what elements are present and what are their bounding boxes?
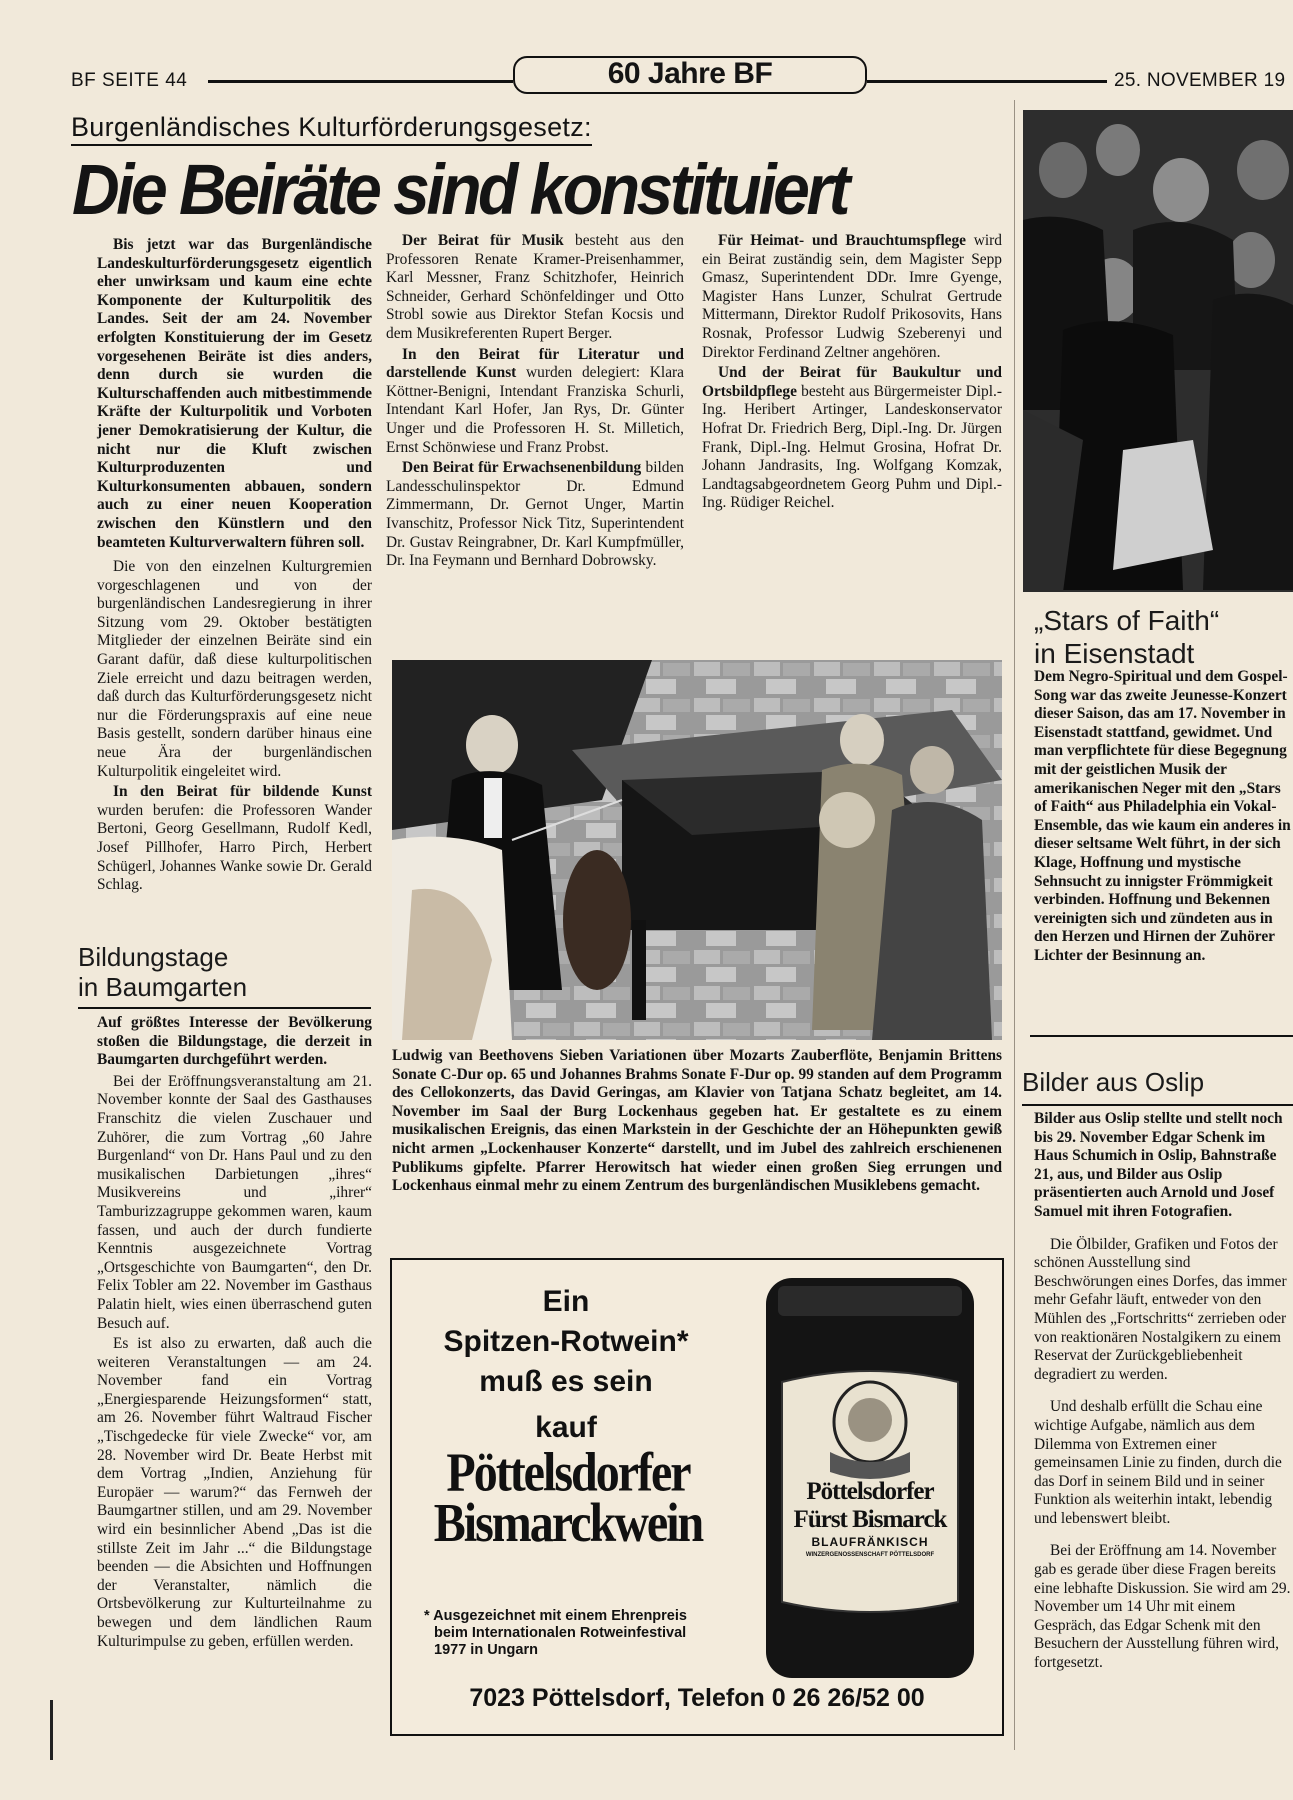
article-paragraph: Die Ölbilder, Grafiken und Fotos der schönen Ausstellung sind Beschwörungen eines Dorfes, das immer mehr Gefahr läuft, entweder von den Mühlen des „Fortschritts“ zerrieben oder von reaktionären Nostalgikern zu einem Reservat der Zurückgebliebenheit degradiert zu werden. [1034, 1235, 1287, 1383]
header-rule-left [208, 80, 513, 83]
column-rule [1030, 1035, 1293, 1037]
oslip-body [1034, 1110, 1293, 1750]
baumgarten-title-line: Bildungstage [78, 942, 229, 972]
ad-headline-line: muß es sein [479, 1365, 653, 1398]
board-members: bilden Landesschulinspektor Dr. Edmund Zimmermann, Dr. Gernot Unger, Martin Ivanschitz, Professor Nick Titz, Superintendent Dr. Gustav Reingrabner, Dr. Karl Kumpfmüller, Dr. Ina Feymann und Bernhard Dobrowsky. [386, 459, 684, 570]
baumgarten-lead: Auf größtes Interesse der Bevölkerung stoßen die Bildungstage, die derzeit in Baumgarten durchgeführt werden. [97, 1014, 372, 1069]
ad-footnote [424, 1608, 687, 1659]
board-label: Für Heimat- und Brauchtumspflege [718, 232, 966, 249]
ad-footnote-line: * Ausgezeichnet mit einem Ehrenpreis [424, 1608, 687, 1624]
stars-title-line: in Eisenstadt [1034, 638, 1195, 669]
ad-brand-line: Bismarckwein [433, 1492, 703, 1554]
stars-of-faith-photo [1023, 110, 1293, 592]
wine-bottle [760, 1272, 980, 1682]
bottle-label-line: Pöttelsdorfer [806, 1478, 934, 1505]
stars-title-line: „Stars of Faith“ [1034, 605, 1220, 636]
header-center-title: 60 Jahre BF [607, 57, 773, 90]
concert-photo [392, 660, 1002, 1040]
concert-photo-image [392, 660, 1002, 1040]
bottle-label-line: WINZERGENOSSENSCHAFT PÖTTELSDORF [805, 1552, 935, 1558]
article-paragraph [702, 364, 1002, 513]
ad-text-block [396, 1282, 736, 1454]
stars-paragraph: Dem Negro-Spiritual und dem Gospel-Song war das zweite Jeunesse-Konzert dieser Saison, das am 17. November in Eisenstadt stattfand, gewidmet. Und man verpflichtete für diese Begegnung mit der geistlichen Musik der amerikanischen Neger mit den „Stars of Faith“ aus Philadelphia ein Vokal-Ensemble, das wie kaum ein anderes in dieser seltsame Welt führt, in der sich Klage, Hoffnung und mystische Sehnsucht zu innigster Frömmigkeit verbinden. Hoffnung und Bekennen vereinigten sich und zündeten aus in den Herzen und Hirnen der Zuhörer Lichter der Besinnung an. [1034, 668, 1291, 964]
ad-headline-line: Ein [542, 1285, 590, 1318]
section-rule [1022, 1104, 1293, 1106]
article-column-2 [386, 232, 684, 573]
board-label: Den Beirat für Erwachsenenbildung [402, 459, 642, 477]
bottle-label-line: Fürst Bismarck [793, 1506, 947, 1533]
article-lead: Bis jetzt war das Burgenländische Landeskulturförderungsgesetz eigentlich eher unwirksam und kaum eine echte Komponente der Kulturpolitik des Landes. Seit der am 24. November erfolgten Konstituierung der im Gesetz vorgesehenen Beiräte ist dies anders, denn durch sie wurden die Kulturschaffenden auch mitbestimmende Kräfte der Kulturpolitik und Vorboten jener Demokratisierung der Kultur, die nicht nur die Kluft zwischen Kulturproduzenten und Kulturkonsumenten abbauen, sondern auch zu einer neuen Kooperation zwischen den Künstlern und den beamteten Kulturverwaltern führen soll. [97, 236, 372, 551]
board-members: wurden delegiert: Klara Köttner-Benigni, Intendant Franziska Schurli, Intendant Karl Hofer, Jan Rys, Dr. Günter Unger und die Professoren H. St. Milletich, Ernst Schönwiese und Franz Probst. [386, 364, 684, 456]
ad-brand [400, 1441, 736, 1554]
stars-body [1034, 668, 1293, 1028]
board-label: In den Beirat für bildende Kunst [113, 783, 372, 801]
article-column-3 [702, 232, 1002, 515]
ad-headline-line: Spitzen-Rotwein* [443, 1325, 689, 1358]
header-rule-right [867, 80, 1107, 83]
baumgarten-title-line: in Baumgarten [78, 972, 248, 1002]
page-number: BF SEITE 44 [71, 70, 188, 91]
board-label: In den Beirat für Literatur und darstellende Kunst [386, 345, 684, 382]
ad-headline-line: kauf [535, 1411, 597, 1444]
ad-brand-line: Pöttelsdorfer [446, 1441, 690, 1503]
article-paragraph [702, 232, 1002, 362]
article-column-1 [97, 236, 372, 897]
ad-address: 7023 Pöttelsdorf, Telefon 0 26 26/52 00 [469, 1684, 925, 1712]
board-members: besteht aus Bürgermeister Dipl.-Ing. Heribert Artinger, Landeskonservator Hofrat Dr. Friedrich Berg, Dipl.-Ing. Dr. Jürgen Frank, Dipl.-Ing. Helmut Grosina, Hofrat Dr. Johann Jandrasits, Ing. Wolfgang Komzak, Landtagsabgeordnetem Georg Puhm und Dipl.-Ing. Rüdiger Reichel. [702, 382, 1002, 512]
article-paragraph: Es ist also zu erwarten, daß auch die weiteren Veranstaltungen — am 24. November fand ein Vortrag „Energiesparende Heizungsformen“ statt, am 26. November führt Waltraud Fischer „Tischgedecke für viele Zwecke“ vor, am 28. November wird Dr. Beate Herbst mit dem Vortrag „Indien, Anziehung für Europäer — warum?“ das Fernweh der Baumgartner stillen, und am 29. November wird ein besinnlicher Abend „Das ist die stillste Zeit im Jahr ...“ die Bildungstage beenden — die Absichten und Hoffnungen der Veranstalter, nämlich die Ortsbevölkerung zur Kulturteilnahme zu bewegen und dem ländlichen Raum Kulturimpulse zu geben, erfüllen werden. [97, 1335, 372, 1650]
article-paragraph: Und deshalb erfüllt die Schau eine wichtige Aufgabe, nämlich aus dem Dilemma von Extremen einer gemeinsamen Linie zu finden, durch die das Dorf in seinem Bild und in seiner Funktion als weiterhin intakt, lebendig und lebenswert bleibt. [1034, 1398, 1282, 1527]
article-headline: Die Beiräte sind konstituiert [72, 149, 848, 229]
board-label: Und der Beirat für Baukultur und Ortsbildpflege [702, 364, 1002, 400]
concert-photo-caption: Ludwig van Beethovens Sieben Variationen über Mozarts Zauberflöte, Benjamin Brittens Sonate C-Dur op. 65 und Johannes Brahms Sonate F-Dur op. 99 standen auf dem Programm des Cellokonzerts, das David Geringas, am Klavier von Tatjana Schatz begleitet, am 14. November im Saal der Burg Lockenhaus gegeben hat. Er gestaltete es zu einem musikalischen Ereignis, das einen Markstein in der Geschichte der an Höhepunkten gewiß nicht armen „Lockenhauser Konzerte“ darstellt, und im Jubel des zahlreich erschienenen Publikums gipfelte. Pfarrer Herowitsch hat wieder einen großen Sieg errungen und Lockenhaus einmal mehr zu einem Zentrum des burgenländischen Musiklebens gemacht. [392, 1047, 1002, 1195]
bottle-label-line: BLAUFRÄNKISCH [811, 1535, 929, 1549]
ad-footnote-line: 1977 in Ungarn [434, 1642, 538, 1658]
stars-photo-image [1023, 110, 1293, 592]
article-paragraph [386, 232, 684, 344]
article-paragraph: Bei der Eröffnungsveranstaltung am 21. November konnte der Saal des Gasthauses Franschitz die vielen Zuschauer und Zuhörer, die zum Vortrag „60 Jahre Burgenland“ von Dr. Hans Paul und zu den musikalischen Darbietungen „ihres“ Musikvereins und „ihrer“ Tamburizzagruppe gekommen waren, kaum fassen, und auch der durch fundierte Kenntnis ausgezeichnete Vortrag „Ortsgeschichte von Baumgarten“, den Dr. Felix Tobler am 22. November im Gasthaus Palatin hielt, wies einen überraschend guten Besuch auf. [97, 1072, 372, 1332]
section-rule [78, 1007, 371, 1009]
ad-footnote-line: beim Internationalen Rotweinfestival [434, 1625, 687, 1641]
baumgarten-body [97, 1014, 372, 1653]
wine-bottle-image [760, 1272, 980, 1682]
bottle-label-text [780, 1478, 960, 1560]
board-members: wird ein Beirat zuständig sein, dem Magister Sepp Gmasz, Superintendent DDr. Imre Gyenge, Magister Hans Lunzer, Schulrat Gertrude Mittermann, Direktor Rudolf Prikosovits, Hans Rosnak, Professor Ludwig Szeberenyi und Direktor Ferdinand Zeltner angehören. [702, 232, 1002, 361]
article-paragraph: Die von den einzelnen Kulturgremien vorgeschlagenen und von der burgenländischen Landesregierung in ihrer Sitzung vom 29. Oktober bestätigten Mitglieder der einzelnen Beiräte sind ein Garant dafür, daß diese kulturpolitischen Ziele erreicht und dazu beitragen werden, daß durch das Kulturförderungsgesetz nicht nur die Förderungspraxis auf eine neue Basis gestellt, sondern darüber hinaus eine neue Ära der burgenländischen Kulturpolitik eingeleitet wird. [97, 558, 372, 780]
baumgarten-title [78, 942, 247, 1002]
article-paragraph [97, 783, 372, 895]
page-left-edge [50, 1700, 53, 1760]
column-separator [1014, 100, 1015, 1750]
oslip-lead: Bilder aus Oslip stellte und stellt noch bis 29. November Edgar Schenk im Haus Schumich in Oslip, Bahnstraße 21, aus, und Bilder aus Oslip präsentierten auch Arnold und Josef Samuel mit ihren Fotografien. [1034, 1110, 1283, 1220]
board-label: Der Beirat für Musik [402, 232, 564, 249]
issue-date: 25. NOVEMBER 19 [1114, 70, 1286, 91]
article-paragraph [386, 346, 684, 458]
board-members: wurden berufen: die Professoren Wander Bertoni, Georg Gesellmann, Rudolf Kedl, Josef Pillhofer, Harro Pirch, Herbert Schügerl, Johannes Wanke sowie Dr. Gerald Schlag. [97, 801, 372, 894]
board-members: besteht aus den Professoren Renate Kramer-Preisenhammer, Karl Messner, Franz Schitzhofer, Heinrich Schneider, Gerhard Schönfeldinger und Otto Strobl sowie aus Direktor Stefan Kocsis und dem Musikreferenten Rupert Berger. [386, 232, 684, 342]
stars-title [1034, 604, 1219, 670]
article-kicker: Burgenländisches Kulturförderungsgesetz: [71, 112, 592, 146]
article-paragraph [386, 459, 684, 571]
oslip-title: Bilder aus Oslip [1022, 1067, 1205, 1097]
article-paragraph: Bei der Eröffnung am 14. November gab es gerade über diese Fragen bereits eine lebhafte Diskussion. Sie wird am 29. November um 14 Uhr mit einem Gespräch, das Edgar Schenk mit den Besuchern der Ausstellung führen wird, fortgesetzt. [1034, 1542, 1291, 1672]
